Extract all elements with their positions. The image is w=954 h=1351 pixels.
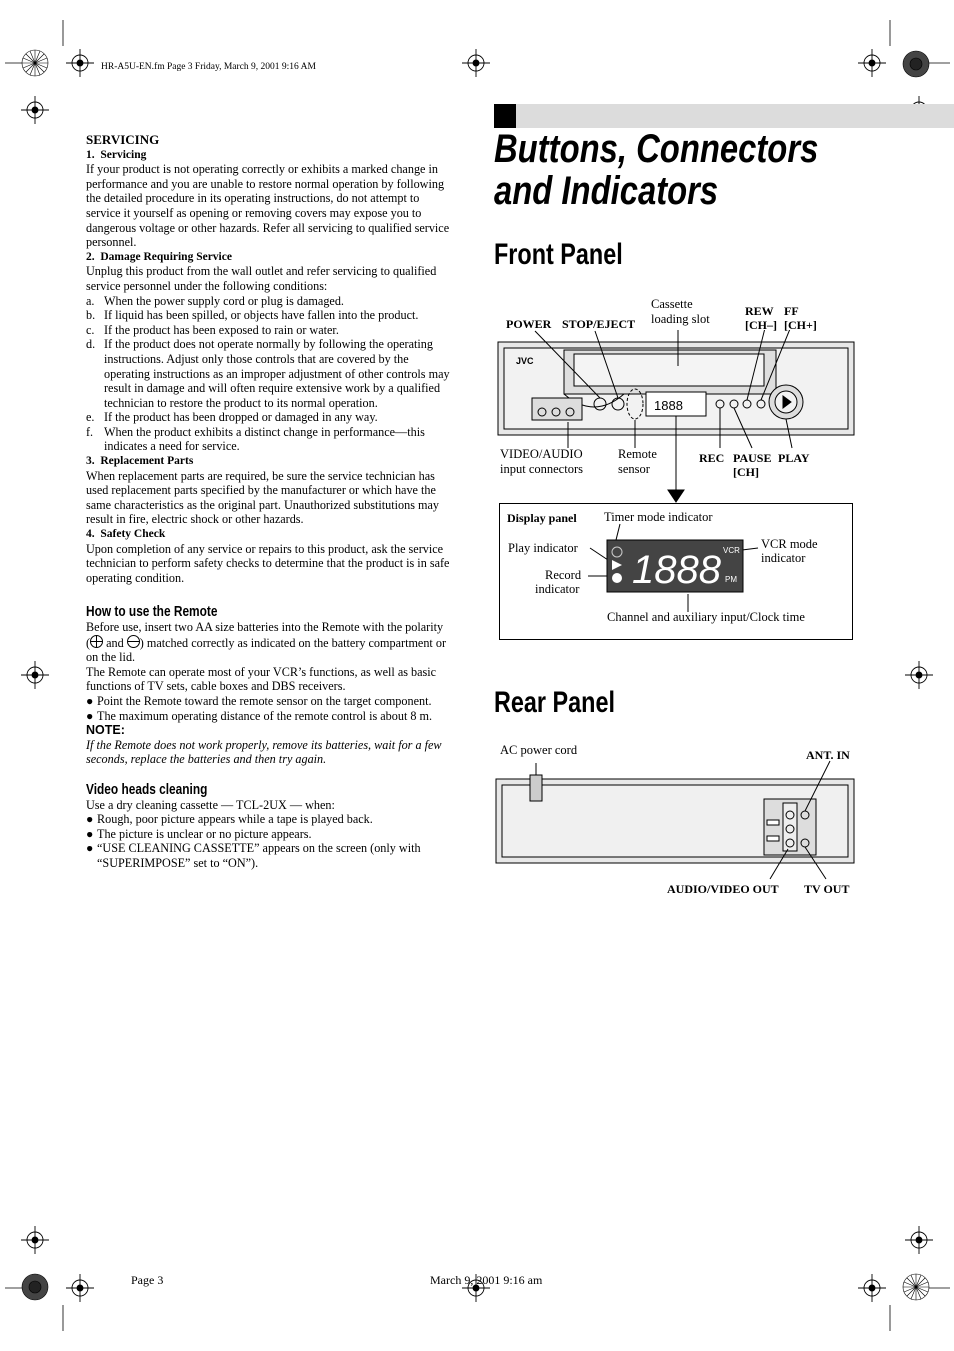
label-video-audio-2: input connectors	[500, 462, 583, 476]
display-vcr-tag: VCR	[723, 546, 740, 555]
title-bar-block	[494, 104, 516, 128]
label-pause-ch: [CH]	[733, 465, 759, 479]
heads-bullet: ● “USE CLEANING CASSETTE” appears on the screen (only with “SUPERIMPOSE” set to “ON”).	[86, 841, 421, 870]
remote-paragraph-1: Before use, insert two AA size batteries into the Remote with the polarity ( and ) matched correctly as indicated on the battery compartment or on the lid.	[86, 620, 447, 665]
page-title-line-1: Buttons, Connectors	[494, 127, 819, 171]
servicing-item-2: 2. Damage Requiring Service Unplug this product from the wall outlet and refer servicing to qualified service personnel under the following conditions: a. When the power supply cord or plug is damaged. b. If liquid has been spilled, or objects have fallen into the product. c. If the product has been exposed to rain or water. d. If the product does not operate normally by following the operating instructions. Adjust only those controls that are covered by the operating instructions as an improper adjustment of other controls may result in damage and will often require extensive work by a qualified technician to restore the product to its normal operation. e. If the product has been dropped or damaged in any way. f. When the product exhibits a distinct change in performance—this indicates a need for service.	[86, 250, 450, 454]
label-channel-clock: Channel and auxiliary input/Clock time	[607, 610, 805, 624]
label-rec: REC	[699, 451, 725, 465]
label-record-2: indicator	[535, 582, 580, 596]
remote-paragraph-2: The Remote can operate most of your VCR’s functions, as well as basic functions of TV sets, cable boxes and DBS receivers.	[86, 664, 437, 694]
label-rew: REW	[745, 304, 774, 318]
label-play-indicator: Play indicator	[508, 541, 578, 555]
label-ac-power-cord: AC power cord	[500, 743, 578, 757]
remote-bullet: ● Point the Remote toward the remote sensor on the target component.	[86, 693, 432, 708]
condition-item: f. When the product exhibits a distinct change in performance—this indicates a need for service.	[86, 424, 425, 454]
heads-bullet: ● Rough, poor picture appears while a tape is played back.	[86, 812, 373, 827]
display-digits: 1888	[632, 548, 721, 592]
label-video-audio-1: VIDEO/AUDIO	[500, 447, 583, 461]
heads-bullet: ● The picture is unclear or no picture appears.	[86, 826, 312, 841]
servicing-item-1: 1. Servicing If your product is not operating correctly or exhibits a marked change in performance and you are unable to restore normal operation by following the detailed procedure in its operating instructions, do not attempt to service it yourself as opening or removing covers may expose you to dangerous voltage or other hazards. Refer all servicing to qualified service personnel.	[86, 148, 450, 250]
label-audio-video-out: AUDIO/VIDEO OUT	[667, 882, 779, 896]
page-title-line-2: and Indicators	[494, 169, 719, 213]
label-timer-mode: Timer mode indicator	[604, 510, 713, 524]
label-tv-out: TV OUT	[804, 882, 850, 896]
label-vcr-mode-1: VCR mode	[761, 537, 818, 551]
display-panel-diagram	[580, 520, 780, 615]
label-rew-ch: [CH–]	[745, 318, 777, 332]
remote-bullet: ● The maximum operating distance of the remote control is about 8 m.	[86, 708, 433, 723]
label-stop-eject: STOP/EJECT	[562, 317, 636, 331]
label-ff-ch: [CH+]	[784, 318, 817, 332]
label-remote-sensor-1: Remote	[618, 447, 657, 461]
label-pause: PAUSE	[733, 451, 772, 465]
heads-title: Video heads cleaning	[86, 781, 208, 798]
footer-date: March 9, 2001 9:16 am	[430, 1273, 543, 1287]
condition-item: b. If liquid has been spilled, or objects have fallen into the product.	[86, 308, 419, 323]
label-vcr-mode-2: indicator	[761, 551, 806, 565]
minus-polarity-icon	[127, 635, 140, 648]
label-cassette-2: loading slot	[651, 312, 710, 326]
label-power: POWER	[506, 317, 552, 331]
plus-polarity-icon	[90, 635, 103, 648]
title-bar	[494, 104, 954, 128]
label-ant-in: ANT. IN	[806, 748, 850, 762]
label-record-1: Record	[545, 568, 582, 582]
condition-item: e. If the product has been dropped or damaged in any way.	[86, 410, 378, 425]
display-pm-tag: PM	[725, 575, 737, 584]
footer-page-number: Page 3	[131, 1273, 164, 1287]
label-remote-sensor-2: sensor	[618, 462, 650, 476]
front-panel-title: Front Panel	[494, 238, 623, 271]
left-column	[86, 133, 450, 871]
condition-item: a. When the power supply cord or plug is damaged.	[86, 293, 344, 308]
label-cassette-1: Cassette	[651, 297, 693, 311]
servicing-item-3: 3. Replacement Parts When replacement parts are required, be sure the service technician has used replacement parts specified by the manufacturer or which have the same characteristics as the original part. Unauthorized substitutions may result in fire, electric shock or other hazards.	[86, 455, 439, 527]
display-panel-title: Display panel	[507, 511, 577, 525]
remote-title: How to use the Remote	[86, 604, 218, 621]
heads-intro: Use a dry cleaning cassette — TCL-2UX — when:	[86, 797, 335, 812]
brand-logo: JVC	[516, 356, 534, 366]
label-play: PLAY	[778, 451, 810, 465]
front-panel-diagram	[494, 330, 856, 505]
note-text: If the Remote does not work properly, remove its batteries, wait for a few seconds, replace the batteries and then try again.	[86, 737, 442, 767]
file-info-header: HR-A5U-EN.fm Page 3 Friday, March 9, 2001 9:16 AM	[101, 62, 316, 72]
note-title: NOTE:	[86, 723, 125, 738]
label-ff: FF	[784, 304, 799, 318]
front-display-digits: 1888	[654, 398, 683, 413]
condition-item: c. If the product has been exposed to rain or water.	[86, 322, 339, 337]
condition-item: d. If the product does not operate normally by following the operating instructions. Adjust only those controls that are covered by the operating instructions as an improper adjustment of other controls may result in damage and will often require extensive work by a qualified technician to restore the product to its normal operation.	[86, 337, 450, 410]
rear-panel-title: Rear Panel	[494, 686, 615, 719]
rear-panel-diagram	[494, 755, 856, 880]
servicing-title: SERVICING	[86, 132, 160, 147]
servicing-item-4: 4. Safety Check Upon completion of any service or repairs to this product, ask the service technician to perform safety checks to determine that the product is in safe operating condition.	[86, 528, 450, 585]
